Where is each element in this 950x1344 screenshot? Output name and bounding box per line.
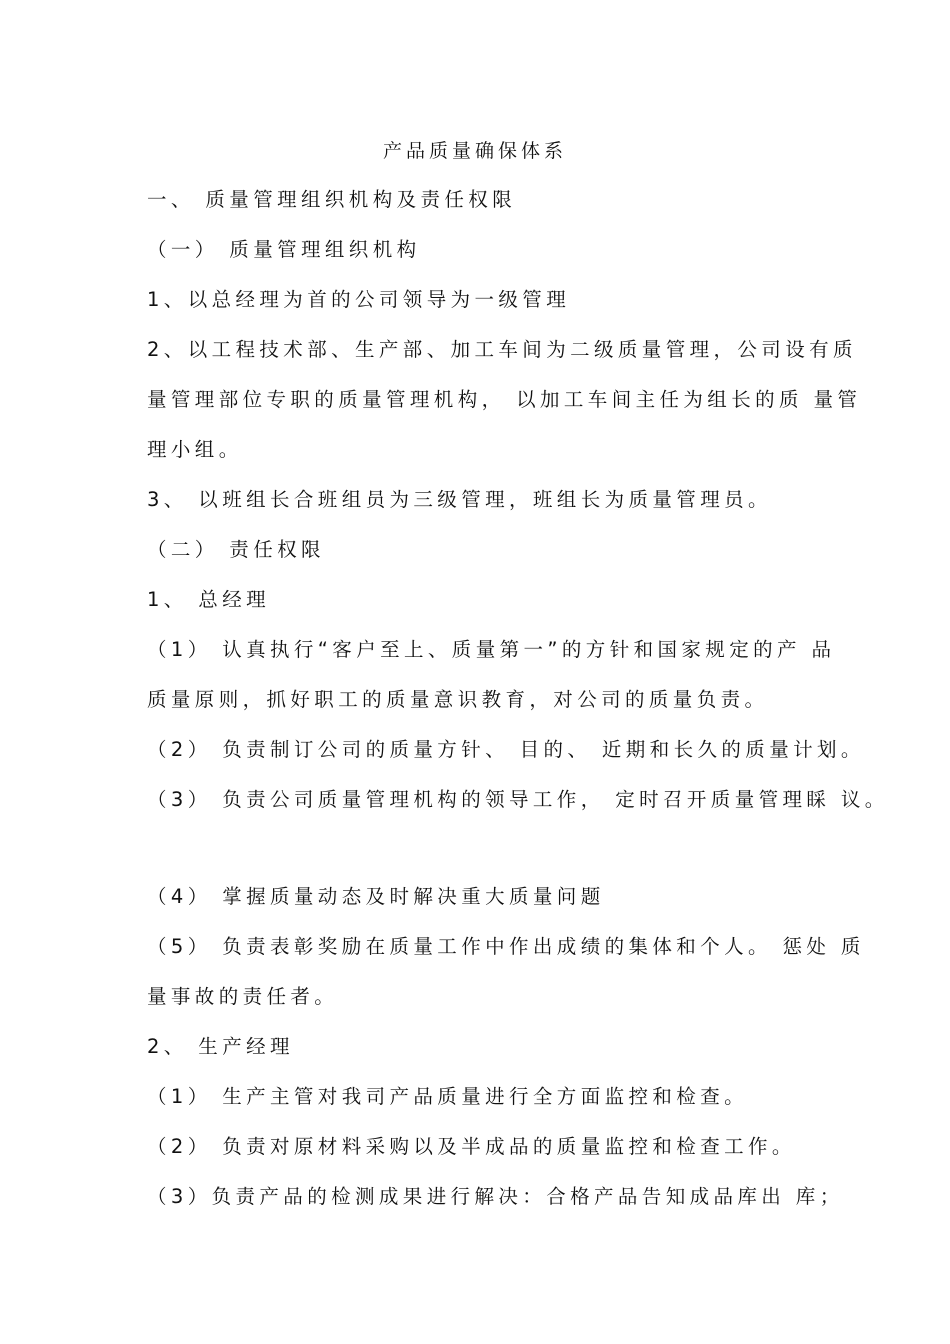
paragraph-line: （3） 负责公司质量管理机构的领导工作， 定时召开质量管理睬 议。	[147, 788, 889, 811]
paragraph-line: （5） 负责表彰奖励在质量工作中作出成绩的集体和个人。 惩处 质	[147, 935, 865, 958]
document-title: 产品质量确保体系	[382, 140, 567, 162]
section-heading-1: 一、 质量管理组织机构及责任权限	[147, 188, 517, 211]
paragraph-line: （2） 负责制订公司的质量方针、 目的、 近期和长久的质量计划。	[147, 738, 865, 761]
paragraph-line: （2） 负责对原材料采购以及半成品的质量监控和检查工作。	[147, 1135, 796, 1158]
paragraph-line: 2、以工程技术部、生产部、加工车间为二级质量管理，公司设有质	[147, 338, 857, 361]
paragraph-line: 理小组。	[147, 438, 243, 461]
paragraph-line: 量事故的责任者。	[147, 985, 339, 1008]
paragraph-line: （1） 生产主管对我司产品质量进行全方面监控和检查。	[147, 1085, 749, 1108]
paragraph-line: （1） 认真执行“客户至上、质量第一”的方针和国家规定的产 品	[147, 638, 836, 661]
paragraph-line: （4） 掌握质量动态及时解决重大质量问题	[147, 885, 605, 908]
paragraph-line: （3）负责产品的检测成果进行解决：合格产品告知成品库出 库；	[147, 1185, 844, 1208]
paragraph-line: 3、 以班组长合班组员为三级管理，班组长为质量管理员。	[147, 488, 772, 511]
role-heading: 1、 总经理	[147, 588, 271, 611]
subsection-heading-1: （一） 质量管理组织机构	[147, 238, 421, 261]
subsection-heading-2: （二） 责任权限	[147, 538, 325, 561]
paragraph-line: 量管理部位专职的质量管理机构， 以加工车间主任为组长的质 量管	[147, 388, 862, 411]
paragraph-line: 1、以总经理为首的公司领导为一级管理	[147, 288, 571, 311]
paragraph-line: 质量原则，抓好职工的质量意识教育，对公司的质量负责。	[147, 688, 769, 711]
role-heading: 2、 生产经理	[147, 1035, 294, 1058]
